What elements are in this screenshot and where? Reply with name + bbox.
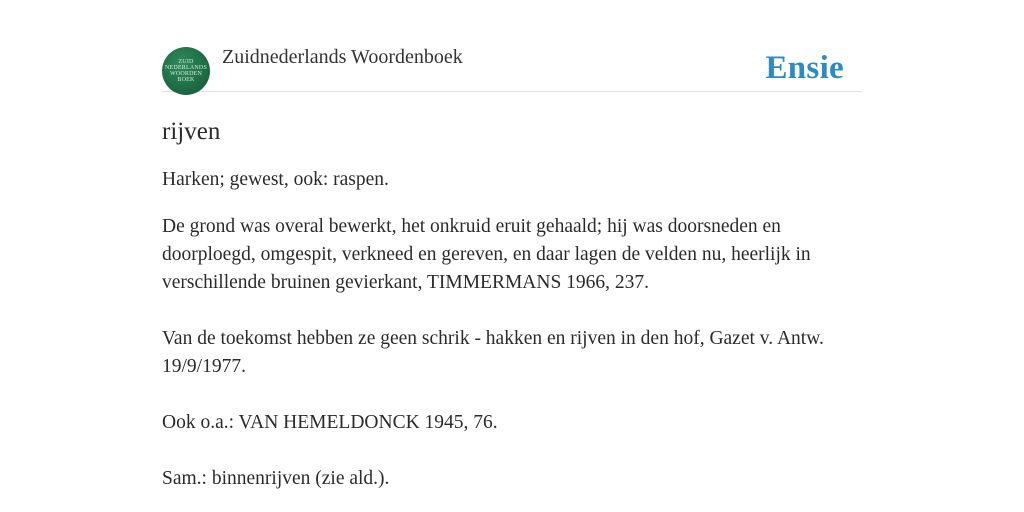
dictionary-logo[interactable] [162, 47, 210, 95]
example-quote-2: Van de toekomst hebben ze geen schrik - hakken en rijven in den hof, Gazet v. Antw. 19/9/1977. [162, 328, 824, 377]
entry-definition: Harken; gewest, ook: raspen. [162, 169, 389, 190]
see-also-note: Ook o.a.: VAN HEMELDONCK 1945, 76. [162, 412, 498, 433]
logo-line-2: NEDERLANDS [165, 65, 207, 71]
logo-line-1: ZUID [178, 59, 194, 65]
page [162, 44, 862, 493]
entry-headword: rijven [162, 118, 221, 145]
logo-line-4: BOEK [177, 77, 195, 83]
logo-line-3: WOORDEN [169, 71, 203, 77]
compounds-note: Sam.: binnenrijven (zie ald.). [162, 468, 390, 489]
site-header [162, 44, 862, 92]
site-title-link[interactable]: Zuidnederlands Woordenboek [222, 46, 463, 68]
example-quote-1: De grond was overal bewerkt, het onkruid eruit gehaald; hij was doorsneden en doorploegd, omgespit, verkneed en gereven, en daar lagen de velden nu, heerlijk in verschillende bruinen gevierkant, TIMMERMANS 1966, 237. [162, 216, 811, 293]
ensie-brand-link[interactable]: Ensie [765, 50, 844, 86]
